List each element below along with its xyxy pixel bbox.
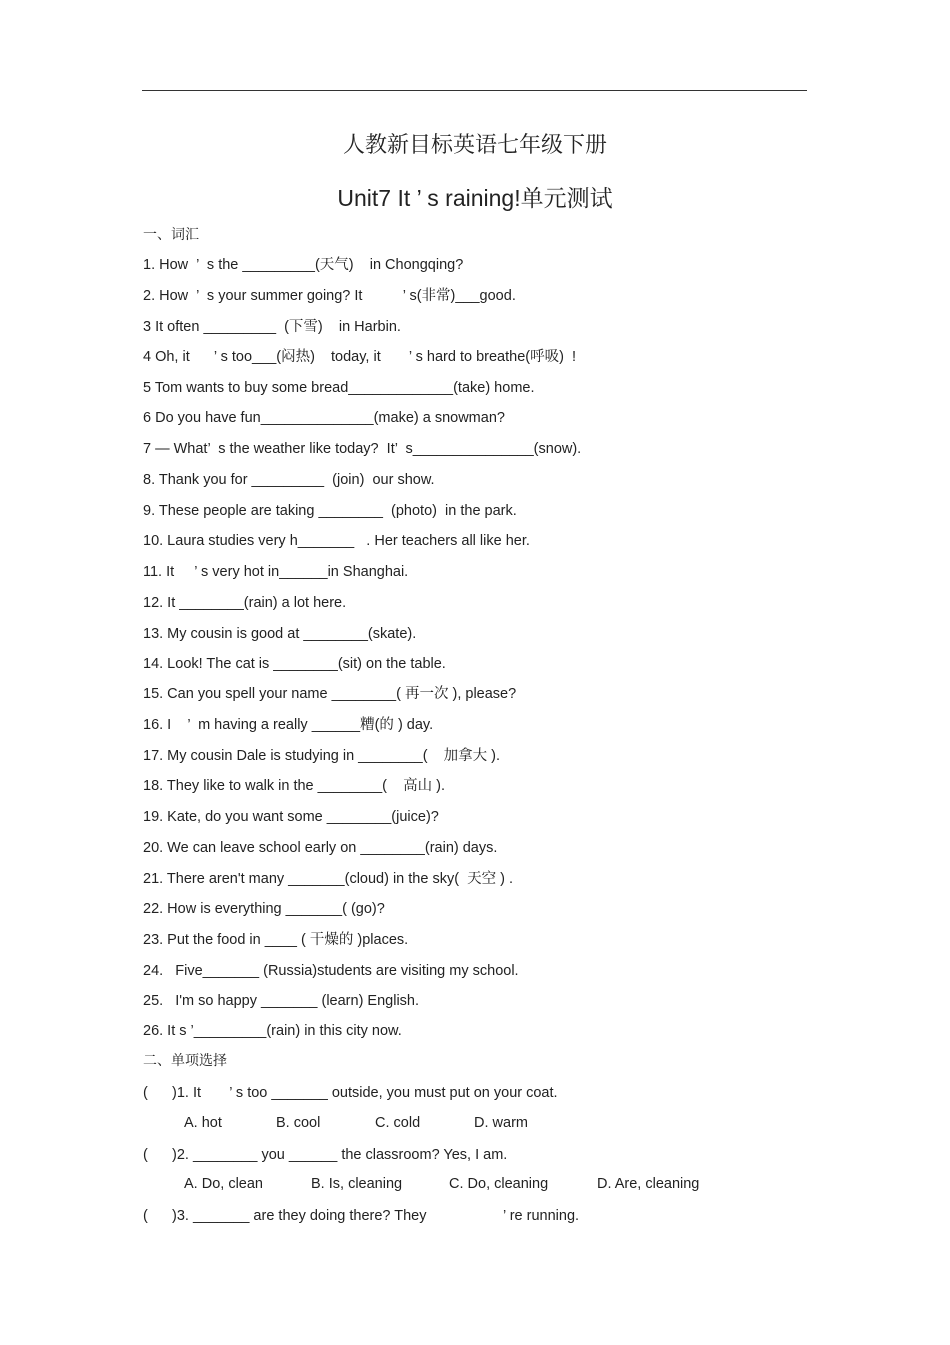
q2-option-a: A. Do, clean: [184, 1176, 263, 1192]
vocab-item-4: 4 Oh, it ’ s too___(闷热) today, it ’ s hard to breathe(呼吸) !: [143, 349, 577, 365]
vocab-item-15: 15. Can you spell your name ________( 再一次 ), please?: [143, 686, 517, 702]
vocab-item-21: 21. There aren't many _______(cloud) in the sky( 天空 ) .: [143, 871, 514, 887]
unit-title: Unit7 It ’ s raining!单元测试: [337, 185, 613, 211]
q1-option-d: D. warm: [474, 1115, 528, 1131]
vocab-item-1: 1. How ’ s the _________(天气) in Chongqing?: [143, 257, 464, 273]
q1-option-c: C. cold: [375, 1115, 421, 1131]
vocab-item-23: 23. Put the food in ____ ( 干燥的 )places.: [143, 932, 409, 948]
vocab-item-22: 22. How is everything _______( (go)?: [143, 901, 385, 917]
vocab-item-14: 14. Look! The cat is ________(sit) on the table.: [143, 656, 446, 672]
vocab-item-25: 25. I'm so happy _______ (learn) English.: [143, 993, 420, 1009]
vocab-item-26: 26. It s ’_________(rain) in this city now.: [143, 1023, 402, 1039]
vocab-item-10: 10. Laura studies very h_______ . Her teachers all like her.: [143, 533, 530, 549]
vocab-item-18: 18. They like to walk in the ________( 高山 ).: [143, 778, 445, 794]
q2-option-d: D. Are, cleaning: [597, 1176, 700, 1192]
choice-question-2: ( )2. ________ you ______ the classroom? Yes, I am.: [143, 1147, 508, 1163]
header-rule: [142, 90, 807, 91]
vocab-item-20: 20. We can leave school early on ________(rain) days.: [143, 840, 498, 856]
section-choice-heading: 二、单项选择: [143, 1053, 227, 1069]
q2-option-b: B. Is, cleaning: [311, 1176, 403, 1192]
vocab-item-8: 8. Thank you for _________ (join) our show.: [143, 472, 435, 488]
vocab-item-5: 5 Tom wants to buy some bread_____________(take) home.: [143, 380, 535, 396]
vocab-item-9: 9. These people are taking ________ (photo) in the park.: [143, 503, 517, 519]
vocab-item-17: 17. My cousin Dale is studying in ________( 加拿大 ).: [143, 748, 501, 764]
vocab-item-24: 24. Five_______ (Russia)students are visiting my school.: [143, 963, 519, 979]
q1-option-b: B. cool: [276, 1115, 321, 1131]
vocab-item-16: 16. I ’ m having a really ______糟(的 ) day.: [143, 717, 434, 733]
page-title: 人教新目标英语七年级下册: [342, 133, 607, 158]
q1-option-a: A. hot: [184, 1115, 222, 1131]
vocab-item-6: 6 Do you have fun______________(make) a snowman?: [143, 410, 505, 426]
section-vocabulary-heading: 一、词汇: [143, 227, 199, 243]
q2-option-c: C. Do, cleaning: [449, 1176, 549, 1192]
vocab-item-3: 3 It often _________ (下雪) in Harbin.: [143, 319, 401, 335]
choice-question-1: ( )1. It ’ s too _______ outside, you must put on your coat.: [143, 1085, 558, 1101]
vocab-item-19: 19. Kate, do you want some ________(juice)?: [143, 809, 439, 825]
vocab-item-7: 7 — What’ s the weather like today? It’ s_______________(snow).: [143, 441, 582, 457]
choice-question-3: ( )3. _______ are they doing there? They ’ re running.: [143, 1208, 580, 1224]
vocab-item-2: 2. How ’ s your summer going? It ’ s(非常)___good.: [143, 288, 516, 304]
vocab-item-12: 12. It ________(rain) a lot here.: [143, 595, 347, 611]
vocab-item-13: 13. My cousin is good at ________(skate).: [143, 626, 417, 642]
vocab-item-11: 11. It ’ s very hot in______in Shanghai.: [143, 564, 409, 580]
